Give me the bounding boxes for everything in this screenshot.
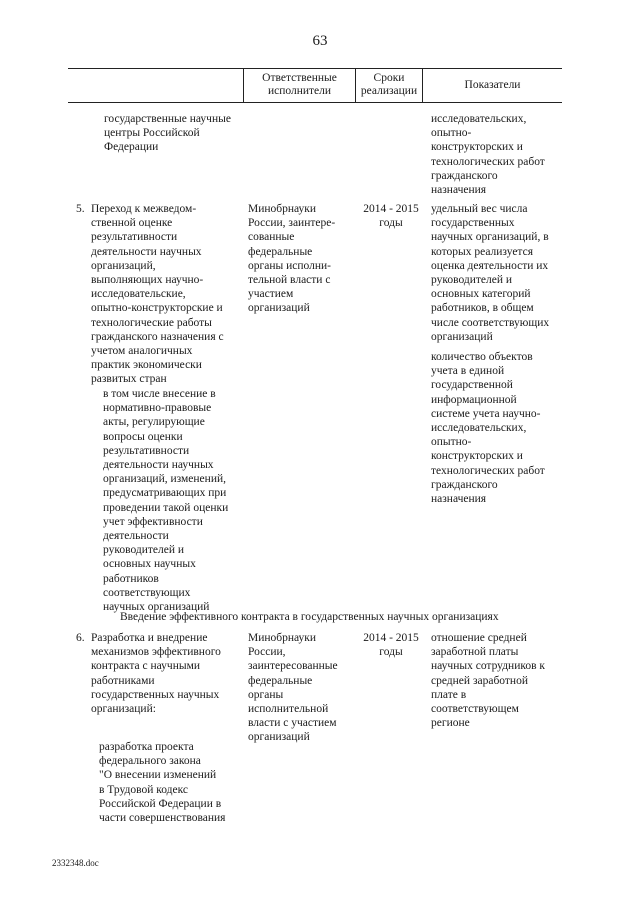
row5-number: 5.: [76, 203, 85, 215]
header-top-rule: [68, 68, 562, 69]
row6-sub-measure: разработка проекта федерального закона "О внесении изменений в Трудовой кодекс Российской Федерации в части совершенствования: [99, 741, 226, 825]
row6-dates: 2014 - 2015 годы: [363, 632, 419, 659]
row5-executors: Минобрнауки России, заинтере- сованные федеральные органы исполни- тельной власти с участием организаций: [248, 203, 336, 315]
document-filename: 2332348.doc: [52, 858, 99, 868]
row5-indicator-1: удельный вес числа государственных научных организаций, в которых реализуется оценка деятельности их руководителей и основных категорий работников, в общем числе соответствующих организаций: [431, 203, 550, 343]
col-header-indicators: Показатели: [464, 79, 521, 91]
row6-indicator: отношение средней заработной платы научных сотрудников к средней заработной плате в соответствующем регионе: [431, 632, 546, 730]
col-header-dates: Сроки реализации: [360, 72, 418, 97]
continuation-indicator: исследовательских, опытно- конструкторских и технологических работ гражданского назначения: [431, 113, 545, 197]
row5-measure: Переход к межведом- ственной оценке результативности деятельности научных организаций, выполняющих научно- исследовательские, опытно-конструкторские и технологические работы гражданского назначения с учетом аналогичных практик экономически развитых стран: [91, 203, 224, 386]
section-title: Введение эффективного контракта в государственных научных организациях: [120, 611, 499, 623]
row5-sub-measure: в том числе внесение в нормативно-правовые акты, регулирующие вопросы оценки результативности деятельности научных организаций, изменений, предусматривающих при проведении такой оценки учет эффективности деятельности руководителей и основных научных работников соответствующих научных организаций: [103, 388, 229, 614]
page-number: 63: [312, 33, 328, 49]
row6-executors: Минобрнауки России, заинтересованные федеральные органы исполнительной власти с участием организаций: [248, 632, 338, 744]
row5-dates: 2014 - 2015 годы: [363, 203, 419, 230]
header-bottom-rule: [68, 102, 562, 103]
row6-number: 6.: [76, 632, 85, 644]
continuation-measure: государственные научные центры Российской Федерации: [104, 113, 231, 154]
col-header-executors: Ответственные исполнители: [262, 72, 337, 97]
row5-indicator-2: количество объектов учета в единой государственной информационной системе учета научно- исследовательских, опытно- конструкторских и технологических работ гражданского назначения: [431, 351, 545, 506]
row6-measure: Разработка и внедрение механизмов эффективного контракта с научными работниками государственных научных организаций:: [91, 632, 221, 716]
